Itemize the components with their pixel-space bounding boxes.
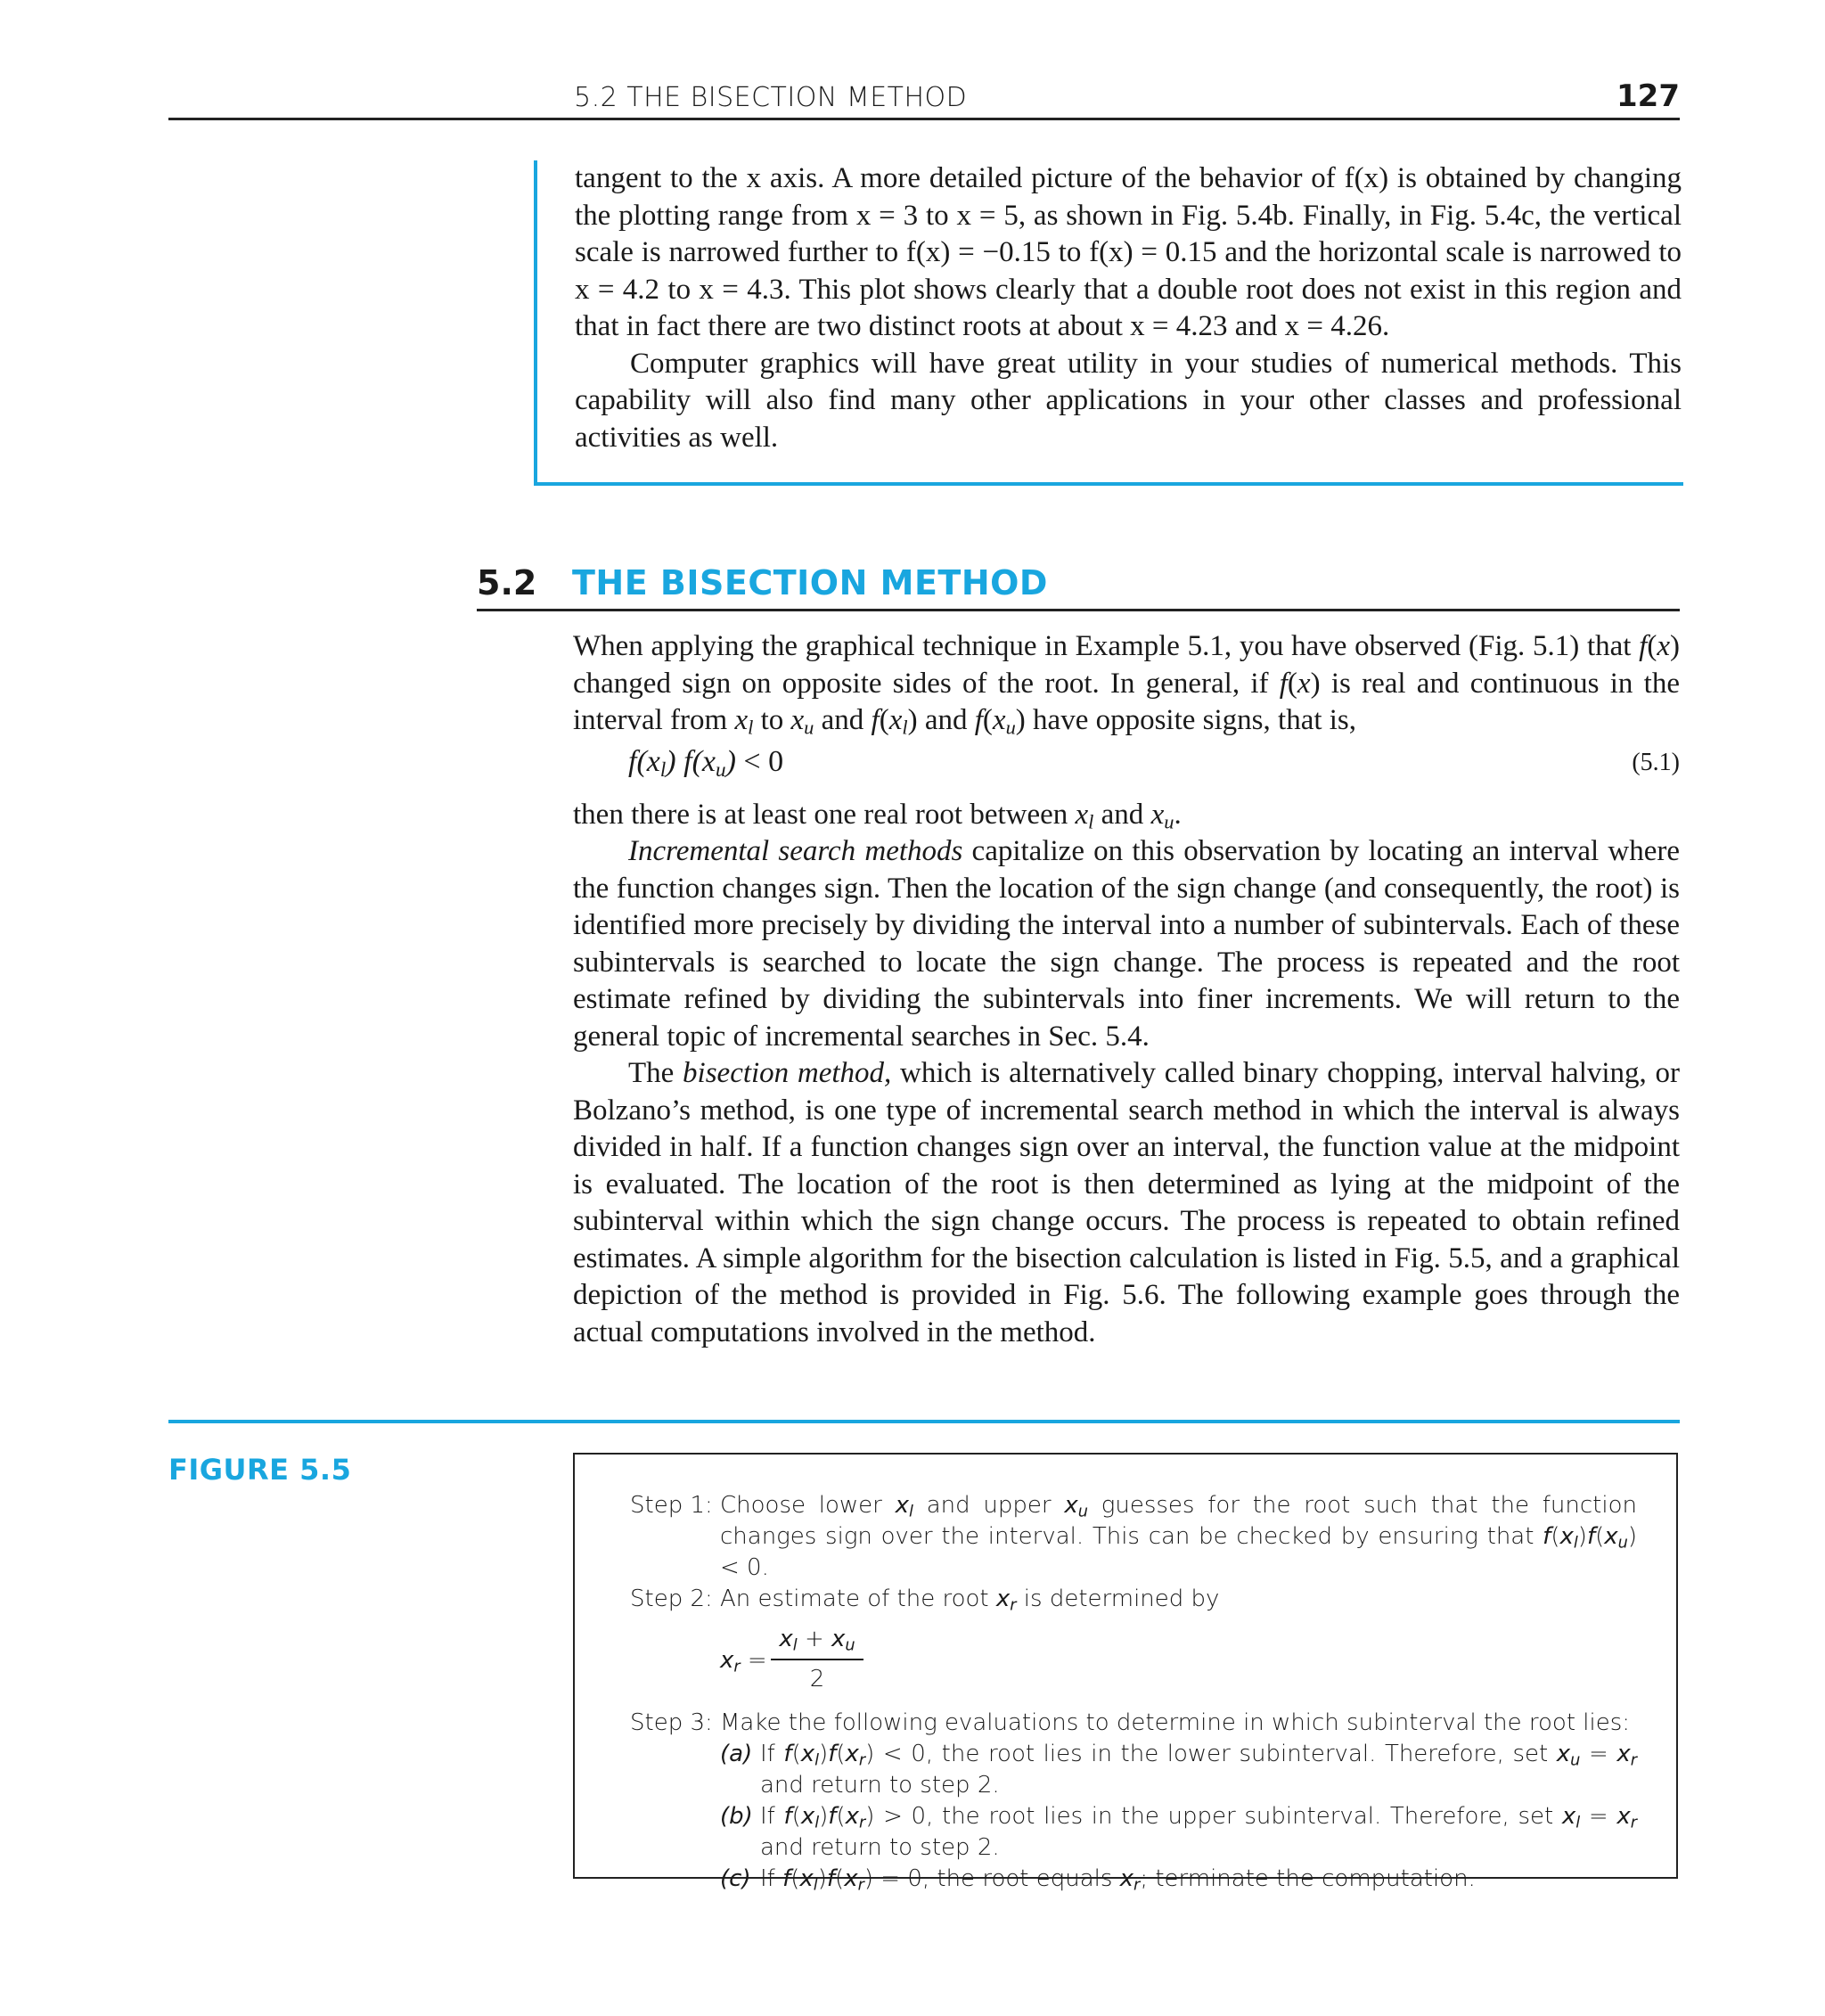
section-title: THE BISECTION METHOD bbox=[572, 563, 1048, 602]
figure-divider bbox=[168, 1420, 1680, 1423]
formula-numerator: $x_l + x_u$ bbox=[771, 1624, 863, 1660]
bisection-algorithm bbox=[630, 1490, 1637, 1895]
equation-number: (5.1) bbox=[1632, 748, 1680, 776]
step-3-case-b: (b) If $f(x_l)f(x_r) > 0$, the root lies in the upper subinterval. Therefore, set $x_l = x_r$ and return to step 2. bbox=[720, 1803, 1637, 1861]
formula-lhs: $x_r$ = bbox=[720, 1647, 767, 1676]
body-paragraph-2: then there is at least one real root between $x_l$ and $x_u$. bbox=[573, 798, 1182, 833]
algorithm-step-3: Step 3: Make the following evaluations to determine in which subinterval the root lies: (a) If $f(x_l)f(x_r) < 0$, the root lies in the lower subinterval. Therefore, set $x_u = x_r$ and return to step 2. (b) If $f(x_l)f(x_r) > 0$, the root lies in the upper subinterval. Therefore, set $x_l = x_r$ and return to step 2. (c) If $f(x_l)f(x_r) = 0$, the root equals $x_r$; terminate the computation. bbox=[630, 1709, 1637, 1895]
step-3-case-a: (a) If $f(x_l)f(x_r) < 0$, the root lies in the lower subinterval. Therefore, set $x_u = x_r$ and return to step 2. bbox=[720, 1741, 1637, 1799]
formula-fraction bbox=[771, 1624, 863, 1695]
equation-5-1 bbox=[573, 740, 1680, 797]
step-3-case-c: (c) If $f(x_l)f(x_r) = 0$, the root equals $x_r$; terminate the computation. bbox=[720, 1865, 1476, 1895]
midpoint-formula bbox=[630, 1619, 1637, 1704]
running-head-title: 5.2 THE BISECTION METHOD bbox=[574, 82, 968, 113]
box-paragraph-1: tangent to the x axis. A more detailed picture of the behavior of f(x) is obtained by changing the plotting range from x = 3 to x = 5, as shown in Fig. 5.4b. Finally, in Fig. 5.4c, the vertical scale is narrowed further to f(x) = −0.15 to f(x) = 0.15 and the horizontal scale is narrowed to x = 4.2 to x = 4.3. This plot shows clearly that a double root does not exist in this region and that in fact there are two distinct roots at about x = 4.23 and x = 4.26. bbox=[575, 162, 1682, 342]
figure-label: FIGURE 5.5 bbox=[168, 1453, 352, 1487]
figure-box bbox=[573, 1453, 1678, 1895]
algorithm-step-1: Step 1: Choose lower $x_l$ and upper $x_u$ guesses for the root such that the function changes sign over the interval. This can be checked by ensuring that $f(x_l)f(x_u) < 0$. bbox=[630, 1492, 1637, 1581]
body-paragraph-4: The bisection method, which is alternatively called binary chopping, interval halving, or Bolzano’s method, is one type of incremental search method in which the interval is always divided in half. If a function changes sign over an interval, the function value at the midpoint is evaluated. The location of the root is then determined as lying at the midpoint of the subinterval within which the sign change occurs. The process is repeated to obtain refined estimates. A simple algorithm for the bisection calculation is listed in Fig. 5.5, and a graphical depiction of the method is provided in Fig. 5.6. The following example goes through the actual computations involved in the method. bbox=[573, 1057, 1680, 1348]
body-paragraph-3: Incremental search methods capitalize on this observation by locating an interval where the function changes sign. Then the location of the sign change (and consequently, the root) is identified more precisely by dividing the interval into a number of subintervals. Each of these subintervals is searched to locate the sign change. The process is repeated and the root estimate refined by dividing the subintervals into finer increments. We will return to the general topic of incremental searches in Sec. 5.4. bbox=[573, 835, 1680, 1053]
algorithm-step-2: Step 2: An estimate of the root $x_r$ is determined by bbox=[630, 1586, 1220, 1615]
equation-body: $f(x_l) f(x_u) < 0$ bbox=[628, 744, 784, 782]
page-number: 127 bbox=[1616, 78, 1680, 114]
box-paragraph-2: Computer graphics will have great utility in your studies of numerical methods. This capability will also find many other applications in your other classes and professional activities as well. bbox=[575, 347, 1682, 454]
section-body bbox=[573, 628, 1680, 1351]
running-header bbox=[168, 78, 1680, 120]
section-heading bbox=[477, 560, 1680, 611]
section-number: 5.2 bbox=[477, 563, 537, 602]
formula-denominator: 2 bbox=[809, 1666, 825, 1692]
continued-box bbox=[534, 160, 1683, 486]
body-paragraph-1: When applying the graphical technique in Example 5.1, you have observed (Fig. 5.1) that f(x) changed sign on opposite sides of the root. In general, if f(x) is real and continuous in the interval from $x_l$ to $x_u$ and $f(x_l)$ and $f(x_u)$ have opposite signs, that is, bbox=[573, 630, 1680, 739]
